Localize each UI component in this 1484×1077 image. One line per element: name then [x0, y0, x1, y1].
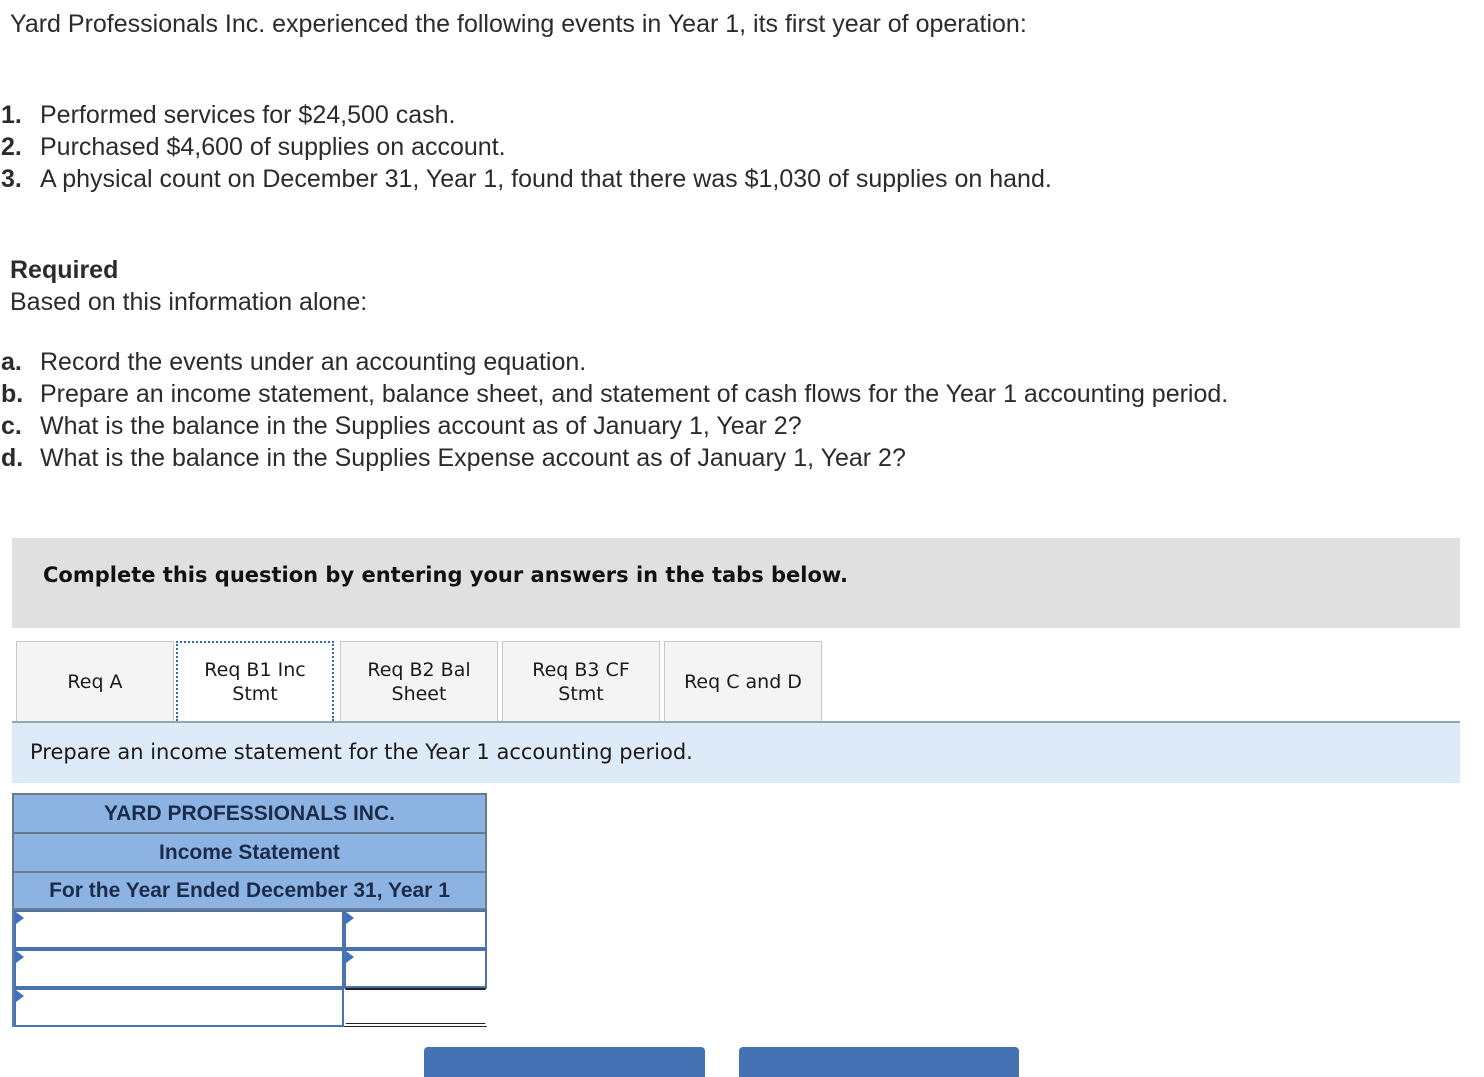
statement-row	[12, 949, 487, 988]
event-number: 2.	[1, 133, 22, 161]
requirement-letter: a.	[1, 348, 22, 376]
instruction-banner: Complete this question by entering your answers in the tabs below.	[12, 538, 1460, 628]
intro-text: Yard Professionals Inc. experienced the following events in Year 1, its first year of operation:	[10, 10, 1027, 38]
row-total-input[interactable]	[346, 990, 485, 1023]
tab-req-b3-cf-stmt[interactable]	[502, 641, 660, 721]
tab-label: Req B2 Bal Sheet	[367, 658, 471, 705]
tab-prompt: Prepare an income statement for the Year 1 accounting period.	[12, 723, 1460, 783]
requirement-text: Prepare an income statement, balance sheet, and statement of cash flows for the Year 1 accounting period.	[40, 380, 1229, 408]
requirement-text: What is the balance in the Supplies Expense account as of January 1, Year 2?	[40, 444, 906, 472]
dropdown-indicator-icon	[16, 951, 24, 963]
event-item	[0, 131, 1052, 163]
statement-title: Income Statement	[12, 832, 487, 871]
row-total-cell	[344, 988, 487, 1027]
requirements-list	[0, 346, 1228, 474]
previous-tab-button[interactable]	[424, 1047, 705, 1077]
requirement-text: Record the events under an accounting equation.	[40, 348, 587, 376]
dropdown-indicator-icon	[16, 990, 24, 1002]
tab-label: Req B3 CF Stmt	[532, 658, 630, 705]
row-value-input[interactable]	[346, 951, 485, 986]
row-value-cell	[344, 949, 487, 988]
requirement-letter: b.	[1, 380, 24, 408]
requirement-item	[0, 442, 1228, 474]
statement-row	[12, 910, 487, 949]
requirement-item	[0, 378, 1228, 410]
next-tab-button[interactable]	[739, 1047, 1019, 1077]
event-text: A physical count on December 31, Year 1, found that there was $1,030 of supplies on hand.	[40, 165, 1052, 193]
requirement-letter: d.	[1, 444, 24, 472]
row-label-input[interactable]	[16, 951, 342, 986]
event-text: Purchased $4,600 of supplies on account.	[40, 133, 506, 161]
tab-label: Req B1 Inc Stmt	[204, 659, 306, 705]
event-number: 3.	[1, 165, 22, 193]
tab-label: Req C and D	[684, 670, 802, 693]
event-number: 1.	[1, 101, 22, 129]
tab-req-c-and-d[interactable]	[664, 641, 822, 721]
required-heading: Required	[10, 256, 119, 284]
event-item	[0, 163, 1052, 195]
statement-period: For the Year Ended December 31, Year 1	[12, 871, 487, 910]
events-list	[0, 99, 1052, 195]
tab-req-b2-bal-sheet[interactable]	[340, 641, 498, 721]
event-text: Performed services for $24,500 cash.	[40, 101, 456, 129]
dropdown-indicator-icon	[346, 912, 354, 924]
row-value-input[interactable]	[346, 912, 485, 947]
requirement-item	[0, 410, 1228, 442]
required-subtitle: Based on this information alone:	[10, 288, 368, 316]
row-label-cell	[14, 988, 344, 1027]
income-statement	[12, 793, 487, 1027]
requirement-letter: c.	[1, 412, 22, 440]
tab-req-a[interactable]	[16, 641, 174, 721]
row-label-cell	[14, 910, 344, 949]
tab-bar	[12, 640, 1460, 722]
statement-company: YARD PROFESSIONALS INC.	[12, 793, 487, 832]
tab-label: Req A	[67, 670, 123, 693]
row-label-input[interactable]	[16, 912, 342, 947]
dropdown-indicator-icon	[16, 912, 24, 924]
dropdown-indicator-icon	[346, 951, 354, 963]
row-label-cell	[14, 949, 344, 988]
event-item	[0, 99, 1052, 131]
requirement-text: What is the balance in the Supplies account as of January 1, Year 2?	[40, 412, 802, 440]
requirement-item	[0, 346, 1228, 378]
row-label-input[interactable]	[16, 990, 342, 1025]
tab-req-b1-inc-stmt[interactable]	[176, 641, 334, 721]
row-value-cell	[344, 910, 487, 949]
statement-row	[12, 988, 487, 1027]
